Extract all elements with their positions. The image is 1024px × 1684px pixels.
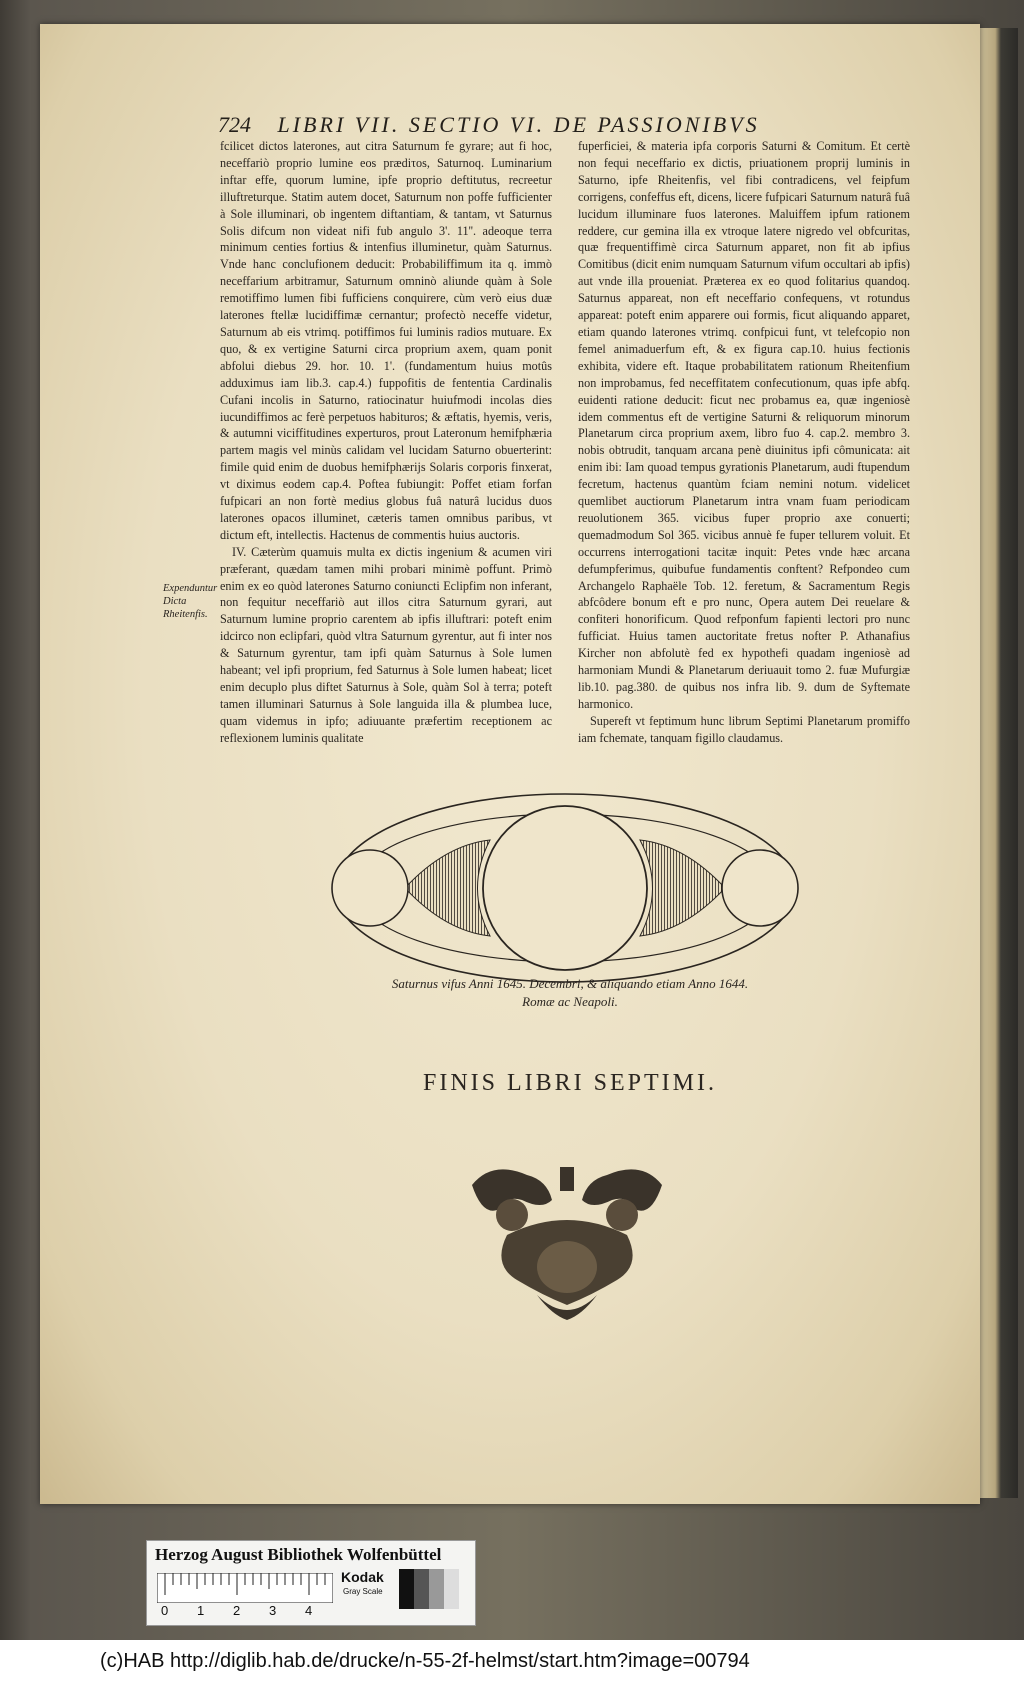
left-shadow	[405, 840, 490, 936]
left-paragraph-2: IV. Cæterùm quamuis multa ex dictis ingenium & acumen viri præferant, quædam tamen mihi probari minimè poffunt. Primò enim ex eo quòd laterones Saturno coniuncti Eclipfim non inferant, non fequitur neceffariò aut illos citra Saturnum gyrari, aut Saturnum lumine proprio carentem ab ipfis illuftrari: poteft enim idcirco non eclipfari, quòd vltra Saturnum gyrentur, aut fi inter nos & Saturnum gyrentur, tam ipfi quàm Saturnus à Sole lumen habeant; vel ipfi proprium, fed Saturnus à Sole lumen habeat; licet enim decuplo plus diftet Saturnus à Sole, quàm Sol à terra; poteft tamen illuminari Saturnus à Sole languida illa & plumbea luce, quam videmus in ipfo; adiuuante præfertim receptionem ac reflexionem luminis qualitate	[220, 544, 552, 745]
saturn-globe	[483, 806, 647, 970]
page-number: 724	[218, 112, 251, 137]
header-title: LIBRI VII. SECTIO VI. DE PASSIONIBVS	[277, 112, 760, 137]
caption-line-1: Saturnus vifus Anni 1645. Decembri, & aliquando etiam Anno 1644.	[391, 976, 749, 991]
ruler-num-2: 2	[233, 1603, 241, 1618]
right-shadow	[640, 840, 725, 936]
footer-bar	[0, 1640, 1024, 1684]
kodak-logo: Kodak	[341, 1569, 384, 1585]
library-name: Herzog August Bibliothek Wolfenbüttel	[155, 1545, 442, 1564]
right-paragraph-1: fuperficiei, & materia ipfa corporis Saturni & Comitum. Et certè non fequi neceffario ex dictis, priuationem proprij luminis in Saturno, ipfe Rheitenfis, vel fibi contradicens, vel feipfum corrigens, confeffus eft, dicens, licere fufpicari Saturnum naturâ fuâ lucidum illuminare fuos laterones. Maluiffem ipfum rationem reddere, cur gemina illa ex vtroque latere nigredo vel obfcuritas, quæ frequentiffimè circa Saturnum apparet, non fit ab ipfius Comitibus (dicit enim numquam Saturnum vifum occultari ab ipfis) aut vnde illa proueniat. Præterea ex eo quod folitarius quandoq. Saturnus appareat, non eft neceffario confequens, vt rotundus appareat: poteft enim apparere oui formis, ficut aliquando apparet, etiam quando laterones vtrimq. confpicui funt, vt telefcopio non femel animaduerfum eft, & ex figura cap.10. huius fectionis exhibita, videre eft. Itaque probabilitatem rationum Rheitenfium non improbamus, fed neceffitatem confecutionum, quas ipfe abfq. euidenti ratione deducit: ficut nec probamus ea, quæ ingeniosè idem commentus eft de vertigine Saturni & reliquorum minorum Planetarum circa proprium axem, libro fuo 4. cap.2. membro 3. nobis obtrudit, tanquam arcana penè diuinitus ipfi cômunicata: ait enim ibi: Iam quoad tempus gyrationis Planetarum, audi ftupendum fecretum, hactenus quantùm fciam nemini notum. videlicet quemlibet auctiorum Planetarum intra vnam fuam periodicam reuolutionem 365. vicibus fuper proprio axe conuerti; quemadmodum Sol 365. vicibus annuè fe fuper tellurem voluit. Et occurrens interrogationi tacitæ inquit: Petes vnde hæc arcana defumpferimus, quibufue fundamentis conftent? Refpondeo cum Archangelo Raphaële Tob. 12. feretum, & Sacramentum Regis abfcôdere bonum eft e pro nunc, Opera autem Dei reuelare & confiteri honorificum. Quod refponfum fapienti lectori pro nunc fufficiat. Huius tamen auctoritate fretus nofter P. Athanafius Kircher non abfolutè fed ex hypothefi quadam ingeniosè ad harmoniam Mundi & Planetarum deriuauit tomo 2. fuæ Mufurgiæ lib.10. pag.380. de quibus nos infra lib. 9. dum de Syftemate harmonico.	[578, 139, 910, 711]
library-label-card	[146, 1540, 476, 1626]
gray-scale-steps	[399, 1569, 459, 1609]
ruler-num-3: 3	[269, 1603, 277, 1618]
ruler-num-1: 1	[197, 1603, 205, 1618]
tailpiece-ornament	[452, 1155, 682, 1325]
caption-line-2: Romæ ac Neapoli.	[522, 994, 618, 1009]
left-paragraph-1: fcilicet dictos laterones, aut citra Saturnum fe gyrare; aut fi hoc, neceffariò proprio lumine eos prædiτos, Saturnoq. Luminarium inftar effe, quorum lumine, ipfe proprio deftitutus, recreetur illuftreturque. Statim autem docet, Saturnum non poffe fufficienter à Sole illuminari, ob ingentem diftantiam, & tantam, vt Saturnus Solis difcum non videat nifi fub angulo 3'. 11''. adeoque terra minimum centies fortius & intenfius illuminetur, quàm Saturnus. Vnde hanc conclufionem deducit: Probabiliffimum ita q. immò neceffarium arbitramur, Saturnum omninò aliunde quàm à Sole remotiffimo lumen fibi fufficiens conquirere, cùm verò eius duæ laterones ftellæ lucidiffimæ cernantur; profectò neceffe videtur, Saturnum ab eis vtrimq. potiffimos fui luminis radios mutuare. Ex quo, & ex vertigine Saturni circa proprium axem, quam ponit abfolui diebus 29. hor. 10. 1'. (fundamentum huius motûs adduximus iam lib.3. cap.4.) fuppofitis de fententia Cardinalis Cufani incolis in Saturno, ratiocinatur huiufmodi incolas dies iucundiffimos ac ferè perpetuos habituros; & æftatis, hyemis, veris, & autumni viciffitudines experturos, prout Lateronum hemifphæria partem magis vel minùs calidam vel lucidam Saturno obuerterint: fimile quid enim de duobus hemifphærijs Solaris corporis finxerat, vt diximus eodem cap.4. Poftea fubiungit: Poffet etiam forfan fufpicari an non fortè medius globus fuâ naturâ lucidus duos laterones opacos illuminet, cæteris tamen omnibus paribus, vt dictum eft, intellectis. Hactenus de commentis huius auctoris.	[220, 139, 552, 542]
right-column	[578, 138, 910, 747]
left-companion	[332, 850, 408, 926]
footer-url: (c)HAB http://diglib.hab.de/drucke/n-55-2f-helmst/start.htm?image=00794	[100, 1650, 750, 1672]
ruler-num-4: 4	[305, 1603, 313, 1618]
kodak-gray-scale: Gray Scale	[343, 1587, 383, 1596]
next-leaf-edge	[980, 28, 1018, 1498]
finis-heading: FINIS LIBRI SEPTIMI.	[422, 1070, 717, 1096]
saturn-diagram	[325, 790, 805, 990]
right-paragraph-2: Supereft vt feptimum hunc librum Septimi Planetarum promiffo iam fchemate, tanquam figillo claudamus.	[578, 713, 910, 745]
left-column	[220, 138, 552, 747]
right-companion	[722, 850, 798, 926]
ruler-num-0: 0	[161, 1603, 169, 1618]
running-header	[218, 112, 838, 138]
marginal-note: Expenduntur Dicta Rheitenfis.	[163, 583, 218, 620]
scale-ruler	[157, 1573, 333, 1603]
figure-caption	[300, 975, 840, 1011]
